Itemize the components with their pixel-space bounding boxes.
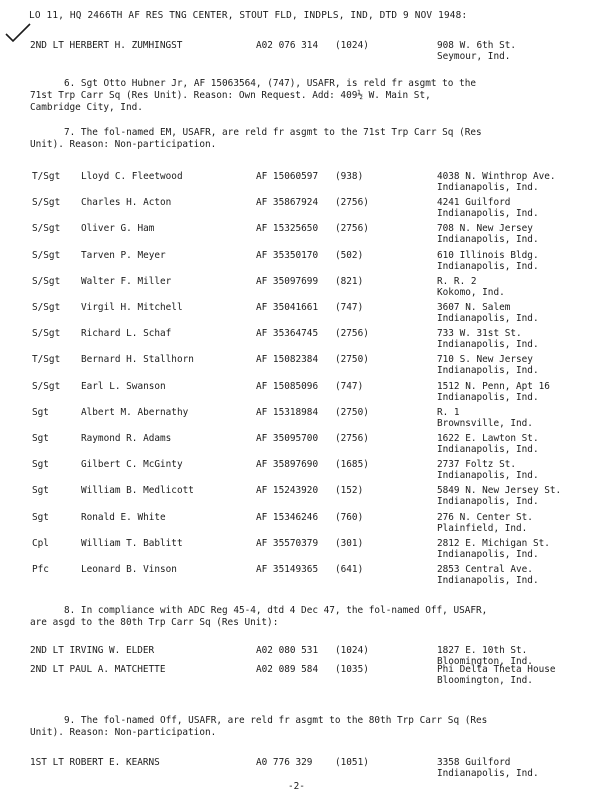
para8-line1: 8. In compliance with ADC Reg 45-4, dtd 4 Dec 47, the fol-named Off, USAFR,: [64, 605, 488, 616]
enlisted-entry: [0, 538, 600, 562]
rank: T/Sgt: [32, 354, 61, 366]
specialty-code: (2750): [335, 406, 369, 418]
enlisted-entry: [0, 512, 600, 536]
enlisted-entry: [0, 223, 600, 247]
rank: Sgt: [32, 459, 49, 471]
specialty-code: (2750): [335, 354, 369, 366]
address: Phi Delta Theta House Bloomington, Ind.: [437, 664, 556, 686]
person-name: Ronald E. White: [81, 511, 166, 523]
enlisted-entry: [0, 485, 600, 509]
rank: S/Sgt: [32, 223, 61, 235]
address: R. R. 2 Kokomo, Ind.: [437, 275, 505, 298]
officer-code: (1035): [335, 664, 369, 675]
para7-line1: 7. The fol-named EM, USAFR, are reld fr asgmt to the 71st Trp Carr Sq (Res: [64, 127, 482, 138]
para6-line3: Cambridge City, Ind.: [30, 102, 143, 113]
person-name: William B. Medlicott: [81, 485, 194, 497]
serial-number: AF 15082384: [256, 354, 319, 366]
serial-number: AF 35364745: [256, 328, 319, 340]
enlisted-entry: [0, 250, 600, 274]
enlisted-entry: [0, 197, 600, 221]
specialty-code: (641): [335, 564, 364, 575]
address: 733 W. 31st St. Indianapolis, Ind.: [437, 328, 539, 351]
address: 708 N. New Jersey Indianapolis, Ind.: [437, 223, 539, 246]
specialty-code: (2756): [335, 197, 369, 209]
serial-number: AF 35149365: [256, 564, 319, 575]
officer-entry-top: [0, 40, 600, 64]
para8-line2: are asgd to the 80th Trp Carr Sq (Res Unit):: [30, 617, 279, 628]
address: 710 S. New Jersey Indianapolis, Ind.: [437, 354, 539, 377]
serial-number: AF 35570379: [256, 537, 319, 549]
enlisted-entry: [0, 433, 600, 457]
serial-number: AF 15325650: [256, 223, 319, 235]
page-number: -2-: [288, 781, 305, 792]
specialty-code: (502): [335, 249, 364, 261]
person-name: Gilbert C. McGinty: [81, 459, 183, 471]
person-name: Richard L. Schaf: [81, 328, 172, 340]
para6-line1: 6. Sgt Otto Hubner Jr, AF 15063564, (747), USAFR, is reld fr asgmt to the: [64, 78, 477, 89]
serial-number: AF 35097699: [256, 275, 319, 287]
person-name: Charles H. Acton: [81, 197, 172, 209]
officer-serial: A02 076 314: [256, 40, 319, 51]
officer-name: 2ND LT PAUL A. MATCHETTE: [30, 664, 166, 675]
person-name: Walter F. Miller: [81, 275, 172, 287]
address: 5849 N. New Jersey St. Indianapolis, Ind.: [437, 485, 562, 508]
address: 4241 Guilford Indianapolis, Ind.: [437, 197, 539, 220]
person-name: Albert M. Abernathy: [81, 406, 189, 418]
person-name: Oliver G. Ham: [81, 223, 155, 235]
serial-number: AF 15346246: [256, 511, 319, 523]
order-header: LO 11, HQ 2466TH AF RES TNG CENTER, STOUT FLD, INDPLS, IND, DTD 9 NOV 1948:: [29, 10, 468, 21]
specialty-code: (2756): [335, 328, 369, 340]
serial-number: AF 15085096: [256, 380, 319, 392]
address: 276 N. Center St. Plainfield, Ind.: [437, 511, 533, 534]
enlisted-entry: [0, 328, 600, 352]
rank: Pfc: [32, 564, 49, 575]
specialty-code: (747): [335, 380, 364, 392]
enlisted-entry: [0, 564, 600, 588]
rank: T/Sgt: [32, 171, 61, 182]
para9-line1: 9. The fol-named Off, USAFR, are reld fr asgmt to the 80th Trp Carr Sq (Res: [64, 715, 488, 726]
enlisted-entry: [0, 171, 600, 195]
address: 2812 E. Michigan St. Indianapolis, Ind.: [437, 537, 550, 560]
specialty-code: (747): [335, 302, 364, 313]
address: 3358 Guilford Indianapolis, Ind.: [437, 757, 539, 779]
officer-name: 2ND LT HERBERT H. ZUMHINGST: [30, 40, 183, 51]
specialty-code: (2756): [335, 223, 369, 235]
address: 3607 N. Salem Indianapolis, Ind.: [437, 302, 539, 324]
para9-line2: Unit). Reason: Non-participation.: [30, 727, 217, 738]
serial-number: AF 15060597: [256, 171, 319, 182]
person-name: Earl L. Swanson: [81, 380, 166, 392]
officer-address: 908 W. 6th St. Seymour, Ind.: [437, 40, 517, 62]
rank: Sgt: [32, 511, 49, 523]
specialty-code: (821): [335, 275, 364, 287]
address: 1622 E. Lawton St. Indianapolis, Ind.: [437, 433, 539, 455]
person-name: Lloyd C. Fleetwood: [81, 171, 183, 182]
serial-number: AF 35897690: [256, 459, 319, 471]
enlisted-entry: [0, 407, 600, 431]
enlisted-entry: [0, 354, 600, 378]
serial-number: AF 35041661: [256, 302, 319, 313]
person-name: Leonard B. Vinson: [81, 564, 177, 575]
officer-name: 2ND LT IRVING W. ELDER: [30, 645, 155, 656]
enlisted-entry: [0, 302, 600, 326]
serial-number: AF 35350170: [256, 249, 319, 261]
person-name: William T. Bablitt: [81, 537, 183, 549]
address: 4038 N. Winthrop Ave. Indianapolis, Ind.: [437, 171, 556, 193]
officer-code: (1024): [335, 645, 369, 656]
officer-code: (1024): [335, 40, 369, 51]
para6-line2: 71st Trp Carr Sq (Res Unit). Reason: Own Request. Add: 409½ W. Main St,: [30, 90, 431, 101]
specialty-code: (1685): [335, 459, 369, 471]
officer-serial: A0 776 329: [256, 757, 313, 768]
officer-name: 1ST LT ROBERT E. KEARNS: [30, 757, 160, 768]
address: 2737 Foltz St. Indianapolis, Ind.: [437, 459, 539, 482]
rank: S/Sgt: [32, 380, 61, 392]
specialty-code: (152): [335, 485, 364, 497]
rank: S/Sgt: [32, 328, 61, 340]
person-name: Raymond R. Adams: [81, 433, 172, 444]
address: 1827 E. 10th St. Bloomington, Ind.: [437, 645, 533, 667]
rank: Cpl: [32, 537, 49, 549]
rank: Sgt: [32, 406, 49, 418]
rank: Sgt: [32, 485, 49, 497]
officer-entry: [0, 664, 600, 688]
serial-number: AF 15243920: [256, 485, 319, 497]
address: 2853 Central Ave. Indianapolis, Ind.: [437, 564, 539, 586]
person-name: Bernard H. Stallhorn: [81, 354, 194, 366]
specialty-code: (938): [335, 171, 364, 182]
rank: S/Sgt: [32, 197, 61, 209]
officer-entry: [0, 757, 600, 781]
officer-serial: A02 089 584: [256, 664, 319, 675]
rank: S/Sgt: [32, 249, 61, 261]
person-name: Virgil H. Mitchell: [81, 302, 183, 313]
serial-number: AF 35095700: [256, 433, 319, 444]
officer-code: (1051): [335, 757, 369, 768]
rank: S/Sgt: [32, 302, 61, 313]
specialty-code: (301): [335, 537, 364, 549]
serial-number: AF 15318984: [256, 406, 319, 418]
address: 1512 N. Penn, Apt 16 Indianapolis, Ind.: [437, 380, 550, 403]
rank: S/Sgt: [32, 275, 61, 287]
specialty-code: (760): [335, 511, 364, 523]
specialty-code: (2756): [335, 433, 369, 444]
address: R. 1 Brownsville, Ind.: [437, 406, 533, 429]
enlisted-entry: [0, 381, 600, 405]
enlisted-entry: [0, 459, 600, 483]
enlisted-entry: [0, 276, 600, 300]
officer-serial: A02 080 531: [256, 645, 319, 656]
address: 610 Illinois Bldg. Indianapolis, Ind.: [437, 249, 539, 272]
person-name: Tarven P. Meyer: [81, 249, 166, 261]
rank: Sgt: [32, 433, 49, 444]
serial-number: AF 35867924: [256, 197, 319, 209]
para7-line2: Unit). Reason: Non-participation.: [30, 139, 217, 150]
